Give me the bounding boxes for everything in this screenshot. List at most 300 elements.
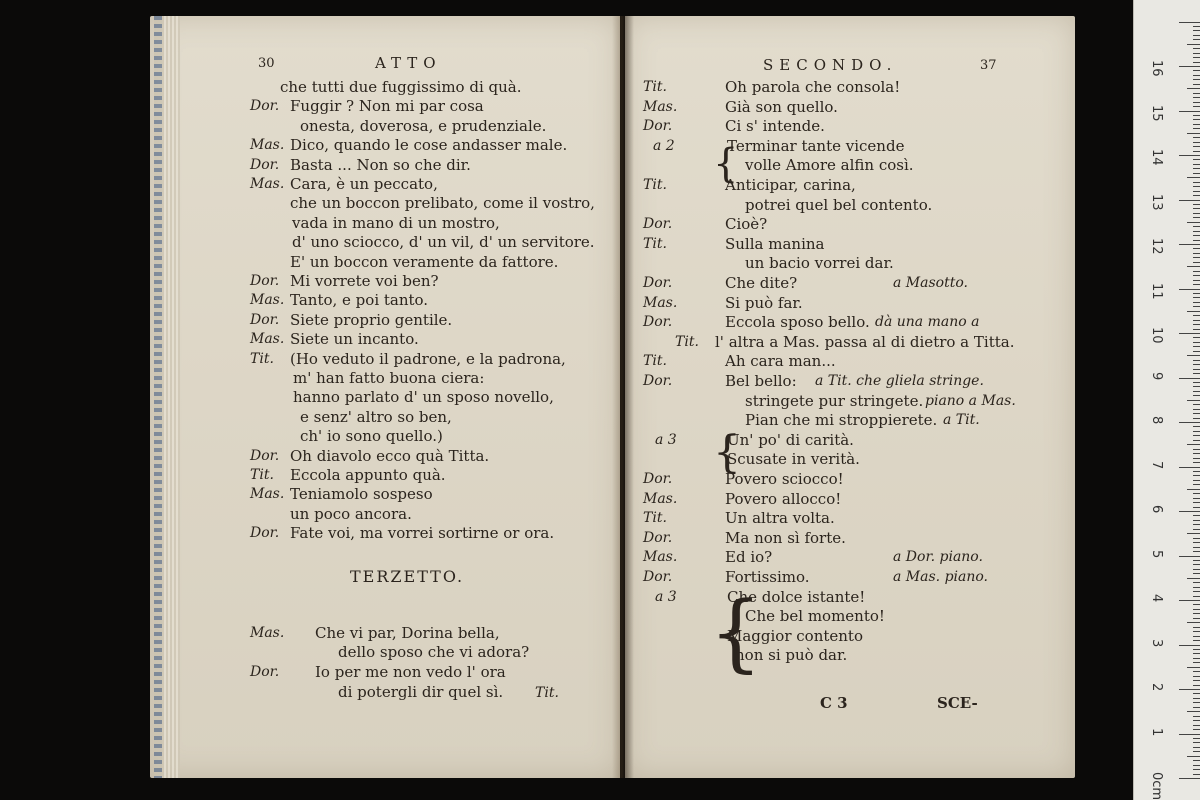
ruler-label: 11 [1149,282,1164,300]
ruler-tick [1193,493,1200,494]
ruler-tick [1187,578,1200,579]
ruler-tick [1193,164,1200,165]
verse-line: Che vi par, Dorina bella, [315,624,500,642]
ruler-tick [1193,742,1200,743]
verse-line: Scusate in verità. [727,450,860,469]
ruler-tick [1193,240,1200,241]
ruler-tick [1193,564,1200,565]
speaker-label: Tit. [250,350,274,367]
ruler-tick [1193,480,1200,481]
ruler-tick [1193,524,1200,525]
ruler-tick [1193,395,1200,396]
ruler-label: 15 [1149,104,1164,122]
ruler-tick [1193,382,1200,383]
ruler-tick [1193,760,1200,761]
running-head-right: SECONDO. [763,56,898,74]
verse-line: un poco ancora. [290,504,412,523]
ruler-tick [1179,422,1200,423]
verse-line: Maggior contento [727,626,863,645]
verse-line: vada in mano di un mostro, [292,213,500,232]
ruler-tick [1193,137,1200,138]
ruler-label: 12 [1149,238,1164,255]
ruler-tick [1193,413,1200,414]
speaker-label: Mas. [250,176,285,192]
right-page [625,16,1075,778]
ruler-tick [1193,573,1200,574]
ruler-tick [1187,622,1200,623]
ruler-tick [1193,391,1200,392]
ruler-tick [1193,128,1200,129]
ruler-label: 5 [1149,549,1164,558]
ruler-tick [1193,640,1200,641]
ruler-tick [1193,284,1200,285]
ruler-tick [1193,702,1200,703]
speaker-label: Dor. [250,98,280,115]
ruler-tick [1193,226,1200,227]
ruler-tick [1193,30,1200,31]
book-gutter [612,16,634,778]
ruler-tick [1193,431,1200,432]
ruler-tick [1187,711,1200,712]
ruler-tick [1193,168,1200,169]
verse-line: Sulla manina [725,234,825,253]
verse-line: (Ho veduto il padrone, e la padrona, [290,349,566,368]
verse-line: hanno parlato d' un sposo novello, [293,388,554,407]
ruler-tick [1193,685,1200,686]
ruler-label: 7 [1149,460,1164,469]
verse-line: Teniamolo sospeso [290,485,433,504]
ruler-tick [1193,248,1200,249]
ruler-tick [1193,636,1200,637]
ruler-tick [1193,39,1200,40]
verse-line: Fate voi, ma vorrei sortirne or ora. [290,524,555,543]
verse-line: Ci s' intende. [725,117,825,136]
brace-a3-second: { [709,583,763,681]
verse-line: dello sposo che vi adora? [338,643,530,661]
verse-line: Già son quello. [725,97,838,116]
stage-direction: a Dor. piano. [893,549,983,566]
ruler-tick [1187,667,1200,668]
ruler-tick [1193,658,1200,659]
ruler-tick [1193,280,1200,281]
ruler-label: 1 [1149,727,1164,736]
ruler-tick [1193,462,1200,463]
speaker-label: Dor. [250,525,280,542]
ruler-tick [1193,102,1200,103]
speaker-label: Mas. [250,331,285,348]
ruler-tick [1193,618,1200,619]
ruler-tick [1179,778,1200,779]
verse-line: che tutti due fuggissimo di quà. [280,78,522,96]
signature-mark: C 3 [820,694,848,712]
ruler-tick [1193,146,1200,147]
ruler-tick [1193,547,1200,548]
ruler-tick [1179,22,1200,23]
brace-a3-first: { [713,427,741,478]
ruler-tick [1193,520,1200,521]
verse-line: Cara, è un peccato, [290,175,438,193]
stage-direction: dà una mano a [875,314,980,331]
verse-line: Terminar tante vicende [727,136,905,155]
page-number-right: 37 [980,58,997,73]
ruler-tick [1193,70,1200,71]
verse-line: Dico, quando le cose andasser male. [290,136,568,155]
speaker-label: a 3 [655,431,677,448]
ruler-tick [1179,111,1200,112]
ruler-tick [1193,707,1200,708]
ruler-tick [1193,57,1200,58]
ruler-tick [1193,26,1200,27]
verse-line: Si può far. [725,293,803,312]
ruler-tick [1193,320,1200,321]
speaker-label: Tit. [643,79,667,95]
ruler-tick [1193,208,1200,209]
ruler-tick [1193,591,1200,592]
ruler-tick [1193,79,1200,80]
ruler-label: 13 [1149,193,1164,211]
ruler-label: 6 [1149,505,1164,514]
ruler-tick [1193,418,1200,419]
page-edges [162,16,180,778]
ruler-tick [1193,680,1200,681]
verse-line: Cioè? [725,215,768,234]
verse-line: Ah cara man... [725,352,836,371]
verse-line: d' uno sciocco, d' un vil, d' un servitore. [292,233,595,252]
ruler-tick [1193,435,1200,436]
page-number-left: 30 [258,56,275,71]
ruler-tick [1193,257,1200,258]
speaker-label: Mas. [250,292,285,309]
speaker-label: Tit. [643,177,667,193]
verse-line: Eccola sposo bello. [725,313,870,332]
verse-line: Tanto, e poi tanto. [290,291,429,310]
stage-direction: piano a Mas. [925,392,1016,409]
stage-direction: a Tit. [943,412,980,429]
ruler-tick [1193,729,1200,730]
verse-line: Siete un incanto. [290,330,419,349]
speaker-label: Mas. [250,625,285,641]
ruler-tick [1193,195,1200,196]
ruler-tick [1193,191,1200,192]
speaker-label: Dor. [643,373,673,389]
ruler-tick [1193,774,1200,775]
ruler-tick [1187,44,1200,45]
ruler-tick [1193,315,1200,316]
ruler-tick [1193,231,1200,232]
stage-direction: a Mas. piano. [893,569,988,585]
ruler-tick [1193,409,1200,410]
catchword-right: SCE- [937,694,978,712]
ruler-tick [1187,444,1200,445]
ruler-tick [1193,649,1200,650]
ruler-tick [1193,596,1200,597]
verse-line: Che bel momento! [745,607,885,626]
speaker-label: Tit. [643,353,667,370]
ruler-label: 8 [1149,416,1164,425]
ruler-tick [1193,631,1200,632]
stage-direction: a Tit. che gliela stringe. [815,373,984,389]
speaker-label: Mas. [250,486,285,503]
ruler-tick [1193,458,1200,459]
verse-line: non si può dar. [735,646,848,665]
verse-line: Povero allocco! [725,489,842,508]
verse-line: un bacio vorrei dar. [745,254,894,273]
speaker-label: Dor. [643,529,673,546]
ruler-tick [1179,378,1200,379]
speaker-label: Mas. [643,294,678,311]
ruler-label: 9 [1149,371,1164,380]
ruler-tick [1193,560,1200,561]
verse-line: potrei quel bel contento. [745,195,933,214]
ruler-tick [1187,489,1200,490]
verse-line: Un altra volta. [725,509,835,528]
ruler-tick [1193,440,1200,441]
verse-line: Bel bello: [725,372,797,390]
verse-line: Ma non sì forte. [725,528,846,547]
ruler-tick [1193,306,1200,307]
ruler-tick [1179,556,1200,557]
ruler-tick [1193,346,1200,347]
ruler-tick [1193,498,1200,499]
ruler-tick [1193,151,1200,152]
verse-line: onesta, doverosa, e prudenziale. [300,116,547,135]
ruler-tick [1193,337,1200,338]
ruler-label: 16 [1149,60,1164,77]
ruler-tick [1193,765,1200,766]
ruler-tick [1193,364,1200,365]
speaker-label: a 2 [653,137,675,154]
speaker-label: Tit. [250,467,274,483]
ruler-tick [1193,173,1200,174]
ruler-tick [1193,97,1200,98]
ruler-tick [1193,653,1200,654]
measurement-ruler [1133,0,1200,800]
ruler-tick [1193,453,1200,454]
ruler-tick [1193,351,1200,352]
ruler-tick [1193,369,1200,370]
ruler-tick [1193,93,1200,94]
ruler-tick [1193,693,1200,694]
brace-a2: { [713,141,739,187]
ruler-tick [1179,467,1200,468]
ruler-tick [1193,302,1200,303]
ruler-tick [1193,542,1200,543]
ruler-tick [1193,404,1200,405]
running-head-left: ATTO [375,54,442,72]
ruler-tick [1193,551,1200,552]
verse-line: Fortissimo. [725,568,810,586]
ruler-label: 0cm [1149,772,1164,800]
ruler-label: 2 [1149,683,1164,692]
ruler-tick [1193,671,1200,672]
verse-line: m' han fatto buona ciera: [293,369,485,387]
speaker-label: Mas. [250,137,285,154]
ruler-tick [1193,293,1200,294]
ruler-tick [1193,75,1200,76]
ruler-tick [1179,689,1200,690]
ruler-tick [1193,676,1200,677]
ruler-tick [1193,35,1200,36]
ruler-tick [1193,262,1200,263]
ruler-tick [1193,449,1200,450]
verse-line: l' altra a Mas. passa al di dietro a Titta. [715,332,1015,351]
ruler-tick [1193,609,1200,610]
ruler-tick [1179,66,1200,67]
verse-line: Oh parola che consola! [725,78,901,96]
ruler-tick [1179,155,1200,156]
ruler-tick [1193,217,1200,218]
ruler-tick [1179,333,1200,334]
ruler-tick [1193,582,1200,583]
verse-line: Oh diavolo ecco quà Titta. [290,446,490,465]
verse-line: Io per me non vedo l' ora [315,663,506,681]
ruler-tick [1193,720,1200,721]
ruler-tick [1193,627,1200,628]
ruler-tick [1193,329,1200,330]
ruler-tick [1187,88,1200,89]
ruler-tick [1193,119,1200,120]
ruler-tick [1193,484,1200,485]
verse-line: Povero sciocco! [725,470,844,488]
verse-line: Ed io? [725,548,773,567]
ruler-tick [1193,747,1200,748]
speaker-label: Tit. [643,235,667,252]
ruler-tick [1193,386,1200,387]
ruler-tick [1193,475,1200,476]
ruler-tick [1193,53,1200,54]
ruler-tick [1179,511,1200,512]
ruler-tick [1193,426,1200,427]
ruler-tick [1187,222,1200,223]
ruler-tick [1193,502,1200,503]
ruler-tick [1193,751,1200,752]
ruler-tick [1193,106,1200,107]
ruler-tick [1179,200,1200,201]
speaker-label: Dor. [643,569,673,585]
ruler-tick [1193,725,1200,726]
verse-line: E' un boccon veramente da fattore. [290,252,559,271]
ruler-tick [1193,271,1200,272]
ruler-tick [1179,600,1200,601]
ruler-tick [1193,159,1200,160]
stage-direction: a Masotto. [893,275,968,291]
ruler-label: 4 [1149,594,1164,603]
ruler-tick [1193,186,1200,187]
verse-line: Pian che mi stroppierete. [745,411,938,430]
verse-line: Eccola appunto quà. [290,466,446,484]
ruler-tick [1193,142,1200,143]
verse-line: di potergli dir quel sì. [338,683,504,701]
ruler-tick [1179,645,1200,646]
ruler-label: 14 [1149,149,1164,166]
ruler-label: 3 [1149,638,1164,647]
speaker-label: Dor. [643,216,673,233]
speaker-label: Dor. [643,314,673,331]
ruler-tick [1193,538,1200,539]
speaker-label: Mas. [643,549,678,566]
speaker-label: Dor. [250,311,280,328]
verse-line: Che dite? [725,274,798,292]
speaker-label: Dor. [643,275,673,291]
ruler-tick [1193,613,1200,614]
ruler-tick [1193,253,1200,254]
speaker-label: Dor. [643,471,673,487]
verse-line: Mi vorrete voi ben? [290,272,439,290]
ruler-tick [1187,266,1200,267]
verse-line: e senz' altro so ben, [300,407,452,426]
verse-line: Basta ... Non so che dir. [290,155,471,174]
ruler-label: 10 [1149,327,1164,344]
verse-line: Un' po' di carità. [727,430,854,449]
verse-line: Fuggir ? Non mi par cosa [290,97,484,116]
ruler-tick [1187,533,1200,534]
ruler-tick [1193,360,1200,361]
ruler-tick [1187,400,1200,401]
ruler-tick [1193,769,1200,770]
ruler-tick [1187,311,1200,312]
speaker-label: Tit. [675,333,699,350]
ruler-tick [1187,355,1200,356]
verse-line: Anticipar, carina, [725,176,856,194]
verse-line: Che dolce istante! [727,587,866,606]
ruler-tick [1193,587,1200,588]
section-title: TERZETTO. [350,567,465,586]
ruler-tick [1193,471,1200,472]
speaker-label: Dor. [250,447,280,464]
ruler-tick [1193,213,1200,214]
ruler-tick [1193,507,1200,508]
speaker-label: a 3 [655,588,677,605]
ruler-tick [1193,738,1200,739]
ruler-tick [1179,244,1200,245]
speaker-label: Mas. [643,490,678,507]
ruler-tick [1187,756,1200,757]
ruler-tick [1193,698,1200,699]
open-book [150,16,1075,778]
ruler-tick [1193,662,1200,663]
binding-stitch [154,16,162,778]
ruler-tick [1193,275,1200,276]
ruler-tick [1193,48,1200,49]
verse-line: stringete pur stringete. [745,391,924,410]
speaker-label: Tit. [643,510,667,527]
ruler-tick [1193,515,1200,516]
speaker-label: Dor. [250,273,280,289]
ruler-tick [1193,84,1200,85]
ruler-tick [1193,529,1200,530]
ruler-tick [1193,124,1200,125]
ruler-tick [1187,133,1200,134]
ruler-tick [1193,182,1200,183]
ruler-tick [1193,204,1200,205]
verse-line: volle Amore alfin così. [745,156,914,175]
ruler-tick [1193,716,1200,717]
ruler-tick [1193,297,1200,298]
verse-line: che un boccon prelibato, come il vostro, [290,194,595,213]
left-page [150,16,620,778]
ruler-tick [1193,342,1200,343]
catchword-left: Tit. [535,685,559,701]
ruler-tick [1193,115,1200,116]
ruler-tick [1193,569,1200,570]
verse-line: Siete proprio gentile. [290,310,453,329]
verse-line: ch' io sono quello.) [300,427,443,446]
ruler-tick [1179,734,1200,735]
ruler-tick [1193,235,1200,236]
speaker-label: Dor. [250,156,280,173]
ruler-tick [1193,62,1200,63]
speaker-label: Dor. [643,118,673,135]
